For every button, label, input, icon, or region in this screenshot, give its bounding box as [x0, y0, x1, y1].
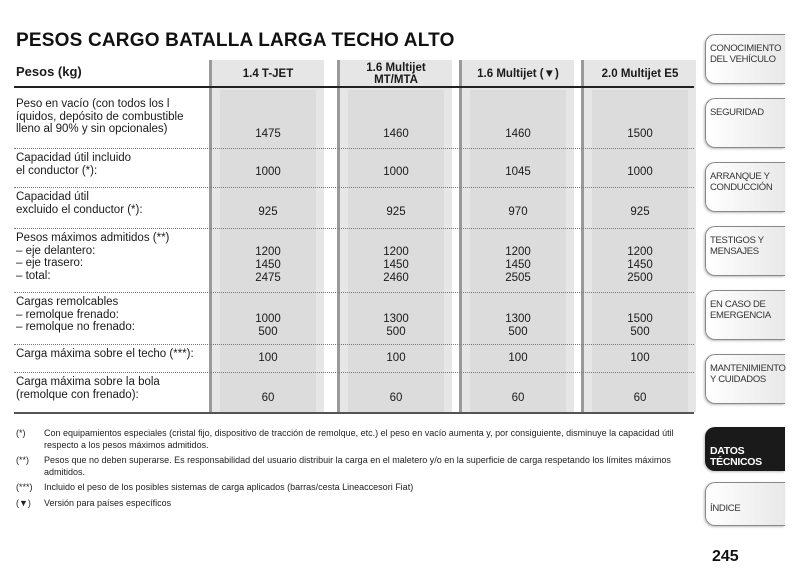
- table-cell: 1200: [255, 246, 281, 258]
- row-separator: [14, 228, 694, 229]
- column-header: [584, 68, 696, 80]
- footnote-text: Pesos que no deben superarse. Es responsabilidad del usuario distribuir la carga en el maletero y/o en la superficie de carga respetando los límites máximos admitidos.: [44, 455, 671, 477]
- chapter-tab[interactable]: DATOS TÉCNICOS: [705, 427, 785, 471]
- table-cell: 925: [386, 206, 406, 218]
- footnote: [16, 482, 696, 494]
- column-header-line: 2.0 Multijet E5: [601, 68, 679, 80]
- row-label-line: Carga máxima sobre el techo (***):: [16, 348, 194, 360]
- footnote-mark: (***): [16, 482, 33, 492]
- chapter-tab[interactable]: ARRANQUE Y CONDUCCIÓN: [705, 162, 785, 212]
- table-cell: 1475: [255, 128, 281, 140]
- table-cell: 1450: [255, 259, 281, 271]
- row-label: [16, 152, 131, 177]
- table-cell: 500: [258, 326, 278, 338]
- column-header-line: 1.6 Multijet (▼): [477, 68, 559, 80]
- table-cell: 2460: [383, 272, 409, 284]
- table-cell: 1300: [505, 313, 531, 325]
- footnotes: [16, 428, 696, 513]
- table-cell: 925: [258, 206, 278, 218]
- table-cell: 500: [508, 326, 528, 338]
- row-label-line: (remolque con frenado):: [16, 388, 139, 401]
- chapter-tab[interactable]: SEGURIDAD: [705, 98, 785, 148]
- footnote-mark: (*): [16, 428, 26, 438]
- chapter-tab[interactable]: ÍNDICE: [705, 482, 785, 526]
- row-label-line: Pesos máximos admitidos (**): [16, 232, 170, 244]
- row-label-line: – remolque frenado:: [16, 308, 119, 321]
- column-header-line: 1.4 T-JET: [242, 68, 294, 80]
- table-cell: 100: [630, 352, 650, 364]
- column-header: [462, 68, 574, 80]
- column-header-line: MT/MTA: [374, 74, 418, 86]
- table-cell: 1000: [255, 313, 281, 325]
- table-cell: 500: [386, 326, 406, 338]
- footnote: [16, 428, 696, 451]
- row-label: [16, 98, 184, 136]
- row-label-line: Cargas remolcables: [16, 296, 119, 308]
- chapter-tab[interactable]: CONOCIMIENTO DEL VEHÍCULO: [705, 34, 785, 84]
- chapter-tab[interactable]: EN CASO DE EMERGENCIA: [705, 290, 785, 340]
- table-cell: 1450: [505, 259, 531, 271]
- row-separator: [14, 344, 694, 345]
- table-header-label: Pesos (kg): [16, 64, 82, 79]
- table-cell: 925: [630, 206, 650, 218]
- row-label-line: Capacidad útil: [16, 191, 89, 203]
- table-cell: 1000: [627, 166, 653, 178]
- row-separator: [14, 372, 694, 373]
- table-cell: 1300: [383, 313, 409, 325]
- row-separator: [14, 148, 694, 149]
- table-cell: 1450: [627, 259, 653, 271]
- row-label: [16, 296, 135, 334]
- chapter-tab[interactable]: TESTIGOS Y MENSAJES: [705, 226, 785, 276]
- table-cell: 500: [630, 326, 650, 338]
- column-header: [340, 62, 452, 86]
- footnote-text: Con equipamientos especiales (cristal fijo, dispositivo de tracción de remolque, etc.) el peso en vacío aumenta y, por consiguiente, disminuye la capacidad útil respecto a los pesos máximos admitidos.: [44, 428, 674, 450]
- table-cell: 1460: [383, 128, 409, 140]
- row-label-line: – eje trasero:: [16, 257, 84, 269]
- row-label-line: excluido el conductor (*):: [16, 203, 143, 216]
- row-label-line: Peso en vacío (con todos los l: [16, 98, 170, 110]
- page-number: 245: [712, 548, 739, 565]
- row-label: [16, 232, 169, 282]
- table-cell: 1500: [627, 128, 653, 140]
- table-cell: 1200: [627, 246, 653, 258]
- footnote: [16, 498, 696, 510]
- header-rule: [14, 86, 694, 88]
- table-cell: 1200: [505, 246, 531, 258]
- table-cell: 100: [386, 352, 406, 364]
- table-cell: 100: [508, 352, 528, 364]
- row-separator: [14, 187, 694, 188]
- row-label: [16, 376, 160, 401]
- table-cell: 1200: [383, 246, 409, 258]
- footnote: [16, 455, 696, 478]
- chapter-tab[interactable]: MANTENIMIENTO Y CUIDADOS: [705, 354, 785, 404]
- row-label-line: – eje delantero:: [16, 244, 96, 257]
- table-cell: 2500: [627, 272, 653, 284]
- table-cell: 2475: [255, 272, 281, 284]
- table-cell: 60: [261, 392, 275, 404]
- footnote-text: Versión para países específicos: [44, 497, 172, 508]
- table-cell: 100: [258, 352, 278, 364]
- table-cell: 60: [389, 392, 403, 404]
- table-cell: 1450: [383, 259, 409, 271]
- page-title: PESOS CARGO BATALLA LARGA TECHO ALTO: [16, 30, 455, 51]
- row-label-line: – remolque no frenado:: [16, 321, 135, 333]
- row-label: [16, 348, 194, 361]
- footnote-text: Incluido el peso de los posibles sistemas de carga aplicados (barras/cesta Lineaccesori Fiat): [44, 482, 414, 492]
- table-cell: 1045: [505, 166, 531, 178]
- column-header: [212, 68, 324, 80]
- table-cell: 2505: [505, 272, 531, 284]
- footnote-mark: (**): [16, 455, 29, 465]
- row-label: [16, 191, 143, 216]
- footnote-mark: (▼): [16, 497, 31, 508]
- table-cell: 60: [511, 392, 525, 404]
- bottom-rule: [14, 412, 694, 414]
- table-cell: 970: [508, 206, 528, 218]
- row-label-line: lleno al 90% y sin opcionales): [16, 123, 168, 135]
- table-cell: 1000: [255, 166, 281, 178]
- weights-table: [14, 60, 694, 414]
- row-label-line: íquidos, depósito de combustible: [16, 110, 184, 123]
- row-separator: [14, 292, 694, 293]
- row-label-line: Carga máxima sobre la bola: [16, 376, 160, 388]
- column-header-line: 1.6 Multijet: [366, 62, 426, 74]
- table-cell: 60: [633, 392, 647, 404]
- table-cell: 1460: [505, 128, 531, 140]
- row-label-line: – total:: [16, 269, 51, 282]
- row-label-line: el conductor (*):: [16, 164, 98, 177]
- table-cell: 1000: [383, 166, 409, 178]
- row-label-line: Capacidad útil incluido: [16, 152, 132, 164]
- table-cell: 1500: [627, 313, 653, 325]
